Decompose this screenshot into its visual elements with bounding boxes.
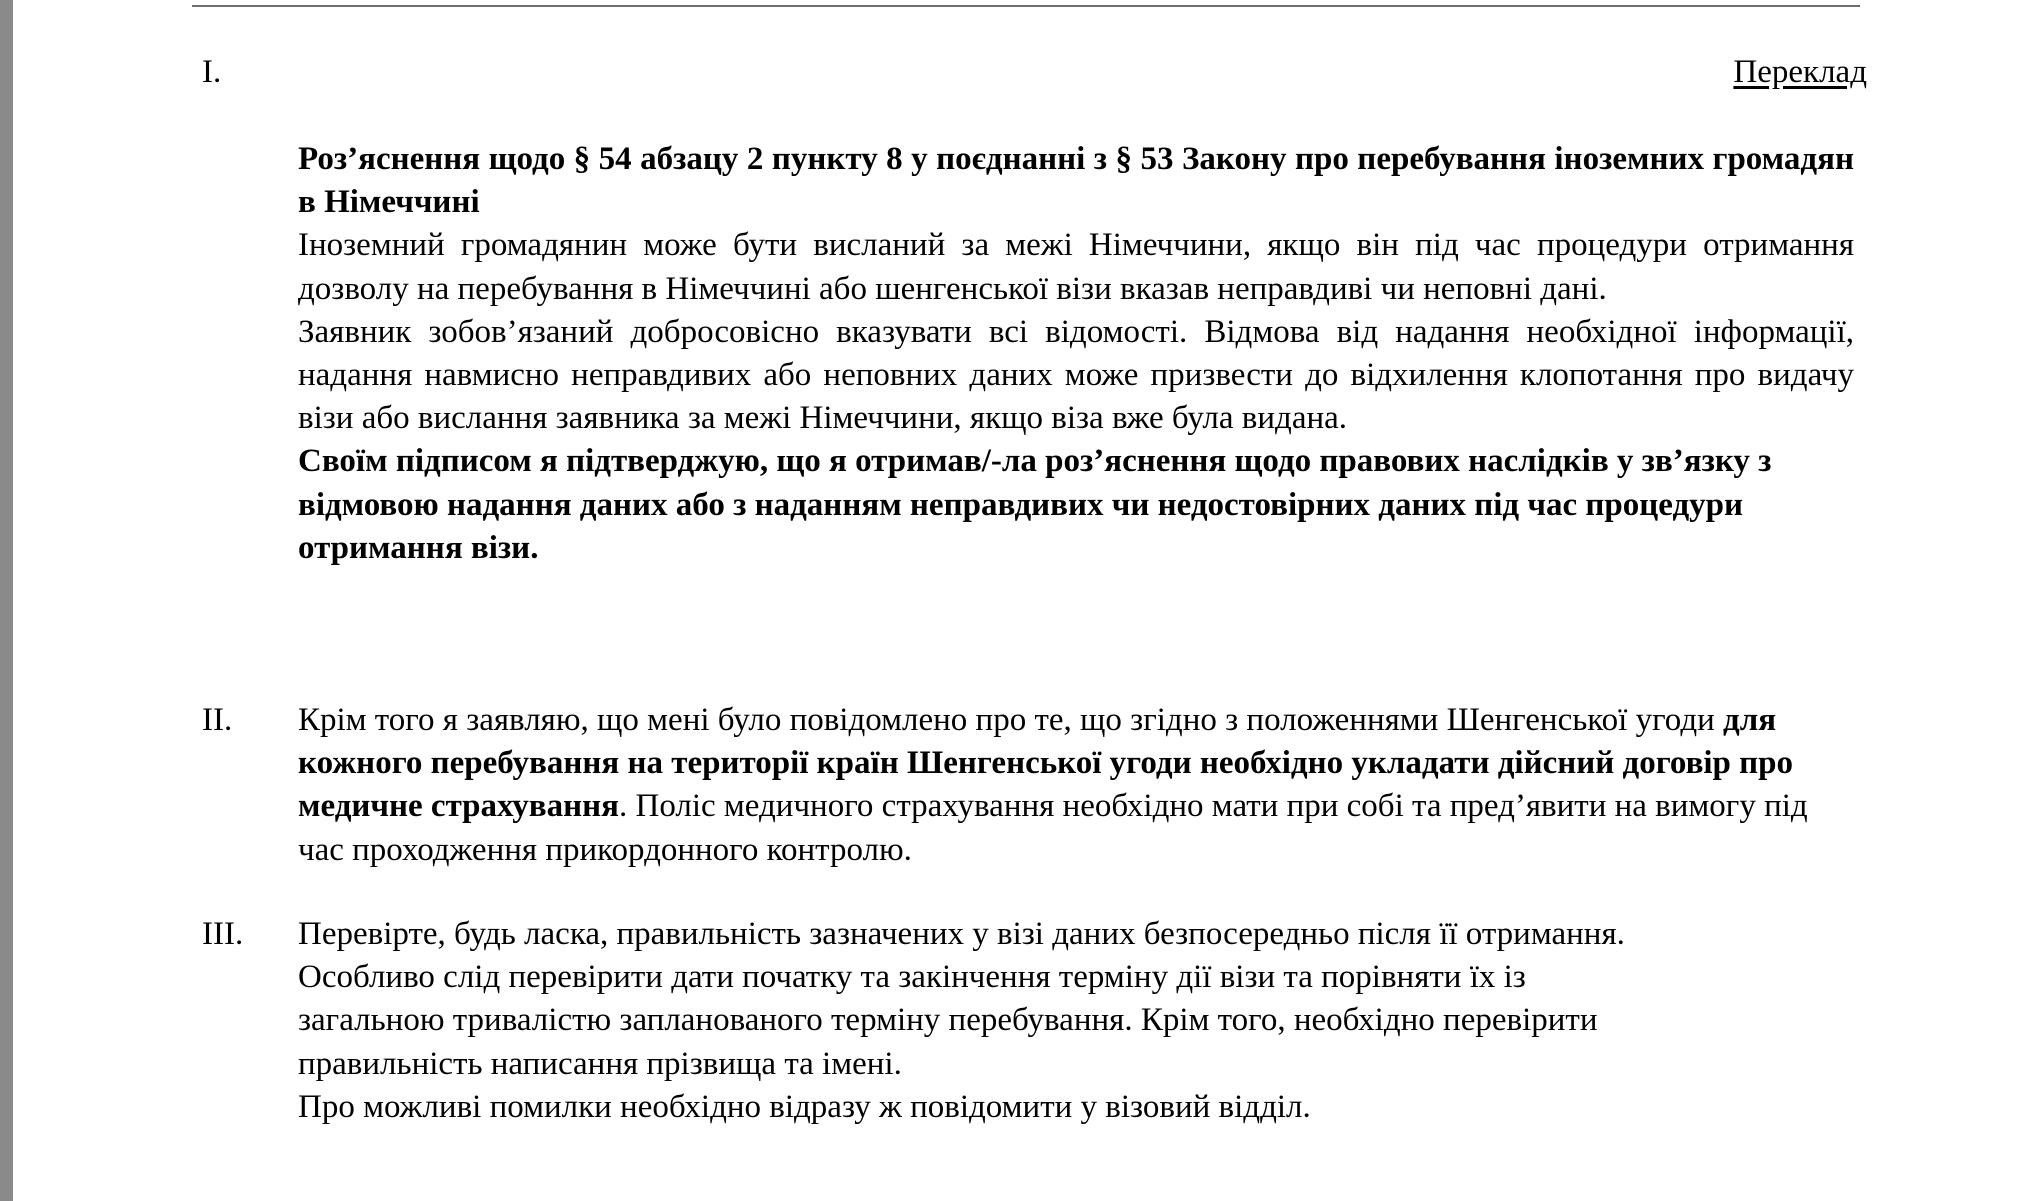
section-1-confirmation: Своїм підписом я підтверджую, що я отримав/-ла роз’яснення щодо правових наслідків у зв’язку з відмовою надання даних або з наданням неправдивих чи недостовірних даних під час процедури отримання візи.	[298, 443, 1772, 566]
translation-label: Переклад	[1733, 54, 1867, 90]
section-3-numeral: III.	[202, 916, 244, 952]
section-2-text-before: Крім того я заявляю, що мені було повідомлено про те, що згідно з положеннями Шенгенської угоди	[298, 702, 1724, 738]
section-1-heading: Роз’яснення щодо § 54 абзацу 2 пункту 8 у поєднанні з § 53 Закону про перебування іноземних громадян в Німеччині	[298, 141, 1854, 221]
section-2-text-bold: для кожного перебування на території країн Шенгенської угоди необхідно укладати дійсний договір про медичне страхування	[298, 702, 1794, 825]
document-page	[13, 0, 2041, 1201]
section-3-line-5: Про можливі помилки необхідно відразу ж повідомити у візовий відділ.	[298, 1088, 1311, 1125]
section-3	[298, 913, 1854, 1129]
section-1-paragraph-1: Іноземний громадянин може бути висланий за межі Німеччини, якщо він під час процедури отримання дозволу на перебування в Німеччині або шенгенської візи вказав неправдиві чи неповні дані.	[298, 227, 1854, 307]
section-2	[298, 699, 1854, 872]
section-3-line-4: правильність написання прізвища та імені.	[298, 1045, 902, 1082]
section-1-numeral: I.	[202, 54, 222, 90]
section-2-numeral: II.	[202, 702, 233, 738]
section-1-paragraph-2: Заявник зобов’язаний добросовісно вказувати всі відомості. Відмова від надання необхідної інформації, надання навмисно неправдивих або неповних даних може призвести до відхилення клопотання про видачу візи або вислання заявника за межі Німеччини, якщо віза вже була видана.	[298, 313, 1854, 437]
section-2-text-after: . Поліс медичного страхування необхідно мати при собі та пред’явити на вимогу під час проходження прикордонного контролю.	[298, 788, 1808, 868]
section-3-line-1: Перевірте, будь ласка, правильність зазначених у візі даних безпосередньо після її отримання.	[298, 916, 1625, 952]
section-3-line-3: загальною тривалістю запланованого терміну перебування. Крім того, необхідно перевірити	[298, 1002, 1598, 1039]
section-1	[298, 138, 1854, 570]
section-3-line-2: Особливо слід перевірити дати початку та закінчення терміну дії візи та порівняти їх із	[298, 959, 1526, 996]
section-2-paragraph	[298, 699, 1854, 872]
top-divider	[192, 0, 1860, 7]
